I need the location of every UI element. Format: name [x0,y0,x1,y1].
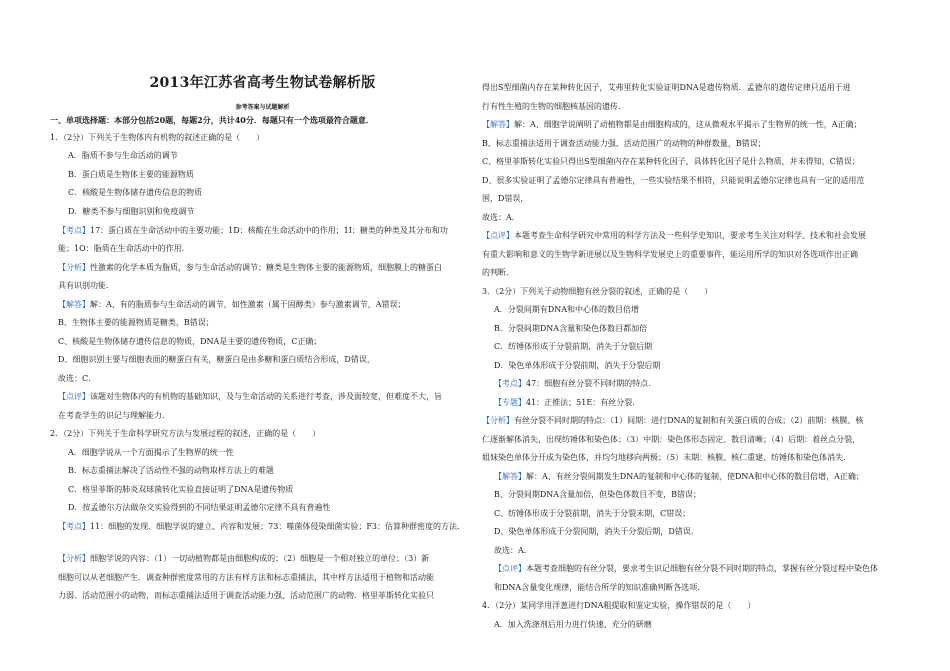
text-line [50,425,320,444]
text-line [494,486,701,505]
section-tag: 【解答】 [494,472,526,481]
text-line [482,431,860,450]
line-text: 细胞可以从老细胞产生．调查种群密度常用的方法有样方法和标志重捕法，其中样方法适用于植物和活动能 [58,573,434,582]
line-text: C．纺锤体形成于分裂前期，消失于分裂后期 [494,342,653,351]
text-line [58,587,434,606]
line-text: 姐妹染色单体分开成为染色体，并均匀地移向两极；（5）末期：核膜、核仁重建、纺锤体和染色体消失． [482,453,852,462]
line-text: D、很多实验证明了孟德尔定律具有普遍性，一些实验结果不相符，只能说明孟德尔定律也具有一定的适用范 [482,176,865,185]
line-text: 能；1O：脂质在生命活动中的作用． [58,244,190,253]
page-subtitle: 参考答案与试题解析 [235,104,290,111]
page-title: 2013年江苏省高考生物试卷解析版 [149,75,376,91]
section-tag: 【分析】 [482,416,514,425]
text-line [482,135,766,154]
text-line [482,209,520,228]
text-line [482,190,528,209]
text-line [482,116,862,135]
text-line [494,338,652,357]
line-text: 3．（2分）下列关于动物细胞有丝分裂的叙述，正确的是（ ） [482,287,713,296]
line-text: B．蛋白质是生物体主要的能源物质 [68,170,194,179]
line-text: 该题对生物体内的有机物的基础知识，及与生命活动的关系进行考查，涉及面较宽，但难度不大，旨 [90,392,442,401]
text-line [58,351,375,370]
line-text: D．按孟德尔方法做杂交实验得到的不同结果证明孟德尔定律不具有普遍性 [68,503,331,512]
line-text: 有重大影响和意义的生物学新进展以及生物科学发展史上的重要事件，能运用所学的知识对各选项作出正确 [482,250,858,259]
text-line [494,357,660,376]
line-text: 解：A、细胞学说阐明了动植物都是由细胞构成的，这从微观水平揭示了生物界的统一性，A正确； [514,120,862,129]
text-line [482,246,858,265]
section-tag: 【点评】 [58,392,90,401]
section-tag: 【分析】 [58,263,90,272]
line-text: 17：蛋白质在生命活动中的主要功能；1D：核酸在生命活动中的作用；1I：糖类的种类及其分布和功 [90,226,448,235]
line-text: 41：正推法；51E：有丝分裂． [526,398,641,407]
section-tag: 【专题】 [494,398,526,407]
text-line [482,264,514,283]
text-line [58,314,214,333]
line-text: C、纺锤体形成于分裂前期，消失于分裂末期，C错误； [494,509,691,518]
text-line [482,449,851,468]
text-line [494,301,639,320]
text-line [482,153,860,172]
line-text: C．核酸是生物体储存遗传信息的物质 [68,188,203,197]
line-text: C．格里菲斯的肺炎双球菌转化实验直接证明了DNA是遗传物质 [68,485,294,494]
line-text: D．糖类不参与细胞识别和免疫调节 [68,207,195,216]
line-text: 具有识别功能． [58,281,114,290]
text-line [58,240,190,259]
section-tag: 【解答】 [58,300,90,309]
text-line [68,444,234,463]
text-line [58,550,429,569]
text-line [494,375,656,394]
text-line [482,79,851,98]
line-text: D．染色单体形成于分裂前期，消失于分裂后期 [494,361,661,370]
line-text: B、标志重捕法适用于调查活动能力强、活动范围广的动物的种群数量，B错误； [482,139,766,148]
line-text: 行有性生殖的生物的细胞核基因的遗传． [482,102,626,111]
line-text: D、染色单体形成于分裂间期，消失于分裂后期，D错误． [494,527,699,536]
line-text: 故选：A． [494,546,532,555]
text-line [482,227,866,246]
section-tag: 【考点】 [58,522,90,531]
text-line [58,259,442,278]
text-line [68,462,274,481]
line-text: 在考查学生的识记与理解能力． [58,411,170,420]
line-text: 本题考查生命科学研究中常用的科学方法及一些科学史知识，要求考生关注对科学、技术和社会发展 [514,231,866,240]
text-line [482,283,712,302]
text-line [494,616,652,635]
text-line [58,518,465,537]
text-line [58,370,96,389]
section-tag: 【考点】 [58,226,90,235]
text-line [68,481,293,500]
line-text: A．分裂间期有DNA和中心体的数目倍增 [494,305,639,314]
text-line [494,579,705,598]
line-text: B、生物体主要的能源物质是糖类，B错误； [58,318,214,327]
text-line [68,184,202,203]
text-line [68,166,194,185]
line-text: 的判断． [482,268,514,277]
text-line [494,560,878,579]
section-tag: 【点评】 [482,231,514,240]
section-tag: 【解答】 [482,120,514,129]
line-text: D、细胞识别主要与细胞表面的糖蛋白有关，糖蛋白是由多糖和蛋白质结合形成，D错误， [58,355,375,364]
line-text: 本题考查细胞的有丝分裂，要求考生识记细胞有丝分裂不同时期的特点，掌握有丝分裂过程中染色体 [526,564,878,573]
text-line [58,222,448,241]
line-text: 2．（2分）下列关于生命科学研究方法与发展过程的叙述，正确的是（ ） [50,429,321,438]
line-text: A．细胞学说从一个方面揭示了生物界的统一性 [68,448,234,457]
section-tag: 【点评】 [494,564,526,573]
text-line [50,111,374,130]
text-line [68,499,330,518]
line-text: 围，D错误， [482,194,529,203]
line-text: C、核酸是生物体储存遗传信息的物质，DNA是主要的遗传物质，C正确； [58,337,322,346]
section-tag: 【分析】 [58,554,90,563]
line-text: 47：细胞有丝分裂不同时期的特点． [526,379,657,388]
line-text: 和DNA含量变化规律，能结合所学的知识准确判断各选项． [494,583,706,592]
text-line [58,569,434,588]
line-text: 故选：C． [58,374,97,383]
text-line [494,542,532,561]
line-text: 一、单项选择题：本部分包括20题，每题2分，共计40分．每题只有一个选项最符合题意． [50,115,374,125]
text-line [494,505,690,524]
line-text: 性激素的化学本质为脂质，参与生命活动的调节；糖类是生物体主要的能源物质，细胞膜上的糖蛋白 [90,263,442,272]
line-text: 力弱、活动范围小的动物，而标志重捕法适用于调查活动能力强、活动范围广的动物．格里菲斯转化实验只 [58,591,434,600]
text-line [68,147,178,166]
line-text: 解：A、有丝分裂间期发生DNA的复制和中心体的复制，使DNA和中心体的数目倍增，A正确； [526,472,864,481]
text-line [494,468,864,487]
line-text: 仁逐渐解体消失，出现纺锤体和染色体；（3）中期：染色体形态固定、数目清晰；（4）后期：着丝点分裂， [482,435,861,444]
text-line [58,296,406,315]
line-text: A．加入洗涤剂后用力进行快速、充分的研磨 [494,620,652,629]
line-text: B、分裂间期DNA含量加倍，但染色体数目不变，B错误； [494,490,701,499]
line-text: B．分裂间期DNA含量和染色体数目都加倍 [494,324,648,333]
text-line [494,320,647,339]
text-line [58,277,114,296]
text-line [482,98,626,117]
line-text: B．标志重捕法解决了活动性不强的动物取样方法上的难题 [68,466,274,475]
text-line [58,388,442,407]
text-line [68,203,194,222]
text-line [58,333,321,352]
line-text: 解：A、有的脂质参与生命活动的调节，如性激素（属于固醇类）参与激素调节，A错误； [90,300,406,309]
line-text: A．脂质不参与生命活动的调节 [68,151,178,160]
line-text: 故选：A． [482,213,520,222]
line-text: 11：细胞的发现、细胞学说的建立、内容和发展；73：噬菌体侵染细菌实验；F3：估算种群密度的方法． [90,522,465,531]
text-line [58,407,170,426]
section-tag: 【考点】 [494,379,526,388]
line-text: 4．（2分）某同学用洋葱进行DNA粗提取和鉴定实验，操作错误的是（ ） [482,601,756,610]
text-line [482,597,755,616]
line-text: 得出S型细菌内存在某种转化因子，艾弗里转化实验证明DNA是遗传物质．孟德尔的遗传定律只适用于进 [482,83,851,92]
text-line [50,129,264,148]
line-text: C、格里菲斯转化实验只得出S型细菌内存在某种转化因子，具体转化因子是什么物质，并未得知，C错误； [482,157,860,166]
text-line [494,394,640,413]
line-text: 细胞学说的内容：（1）一切动植物都是由细胞构成的；（2）细胞是一个相对独立的单位；（3）新 [90,554,430,563]
line-text: 1．（2分）下列关于生物体内有机物的叙述正确的是（ ） [50,133,265,142]
line-text: 有丝分裂不同时期的特点：（1）间期：进行DNA的复制和有关蛋白质的合成；（2）前期：核膜、核 [514,416,864,425]
text-line [482,412,863,431]
text-line [482,172,864,191]
text-line [494,523,699,542]
